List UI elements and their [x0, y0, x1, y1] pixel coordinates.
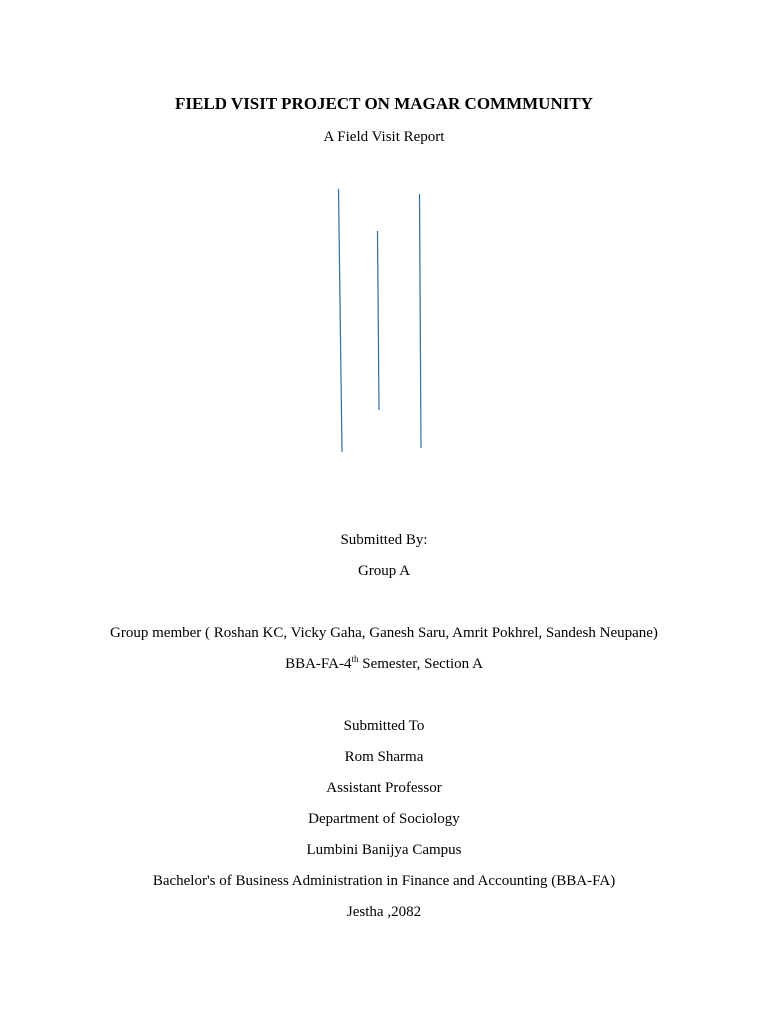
group-name: Group A: [357, 563, 411, 579]
ordinal-superscript: th: [351, 654, 359, 664]
program-name: Bachelor's of Business Administration in Finance and Accounting (BBA-FA): [152, 873, 616, 889]
semester-section: Semester, Section A: [358, 656, 483, 672]
decor-line-left: [339, 189, 343, 452]
decor-line-middle: [378, 231, 380, 410]
submitted-to-label: Submitted To: [343, 718, 425, 734]
report-subtitle: A Field Visit Report: [323, 129, 445, 145]
submitted-by-label: Submitted By:: [340, 532, 428, 548]
program-prefix: BBA-FA-4: [285, 656, 352, 672]
department-name: Department of Sociology: [308, 811, 460, 827]
group-members: Group member ( Roshan KC, Vicky Gaha, Ganesh Saru, Amrit Pokhrel, Sandesh Neupane): [110, 625, 658, 641]
supervisor-name: Rom Sharma: [344, 749, 424, 765]
report-title: FIELD VISIT PROJECT ON MAGAR COMMMUNITY: [175, 94, 593, 113]
decor-line-right: [420, 194, 422, 448]
campus-name: Lumbini Banijya Campus: [306, 842, 462, 858]
supervisor-position: Assistant Professor: [326, 780, 442, 796]
program-semester: [0, 655, 768, 673]
submission-date: Jestha ,2082: [346, 904, 422, 920]
